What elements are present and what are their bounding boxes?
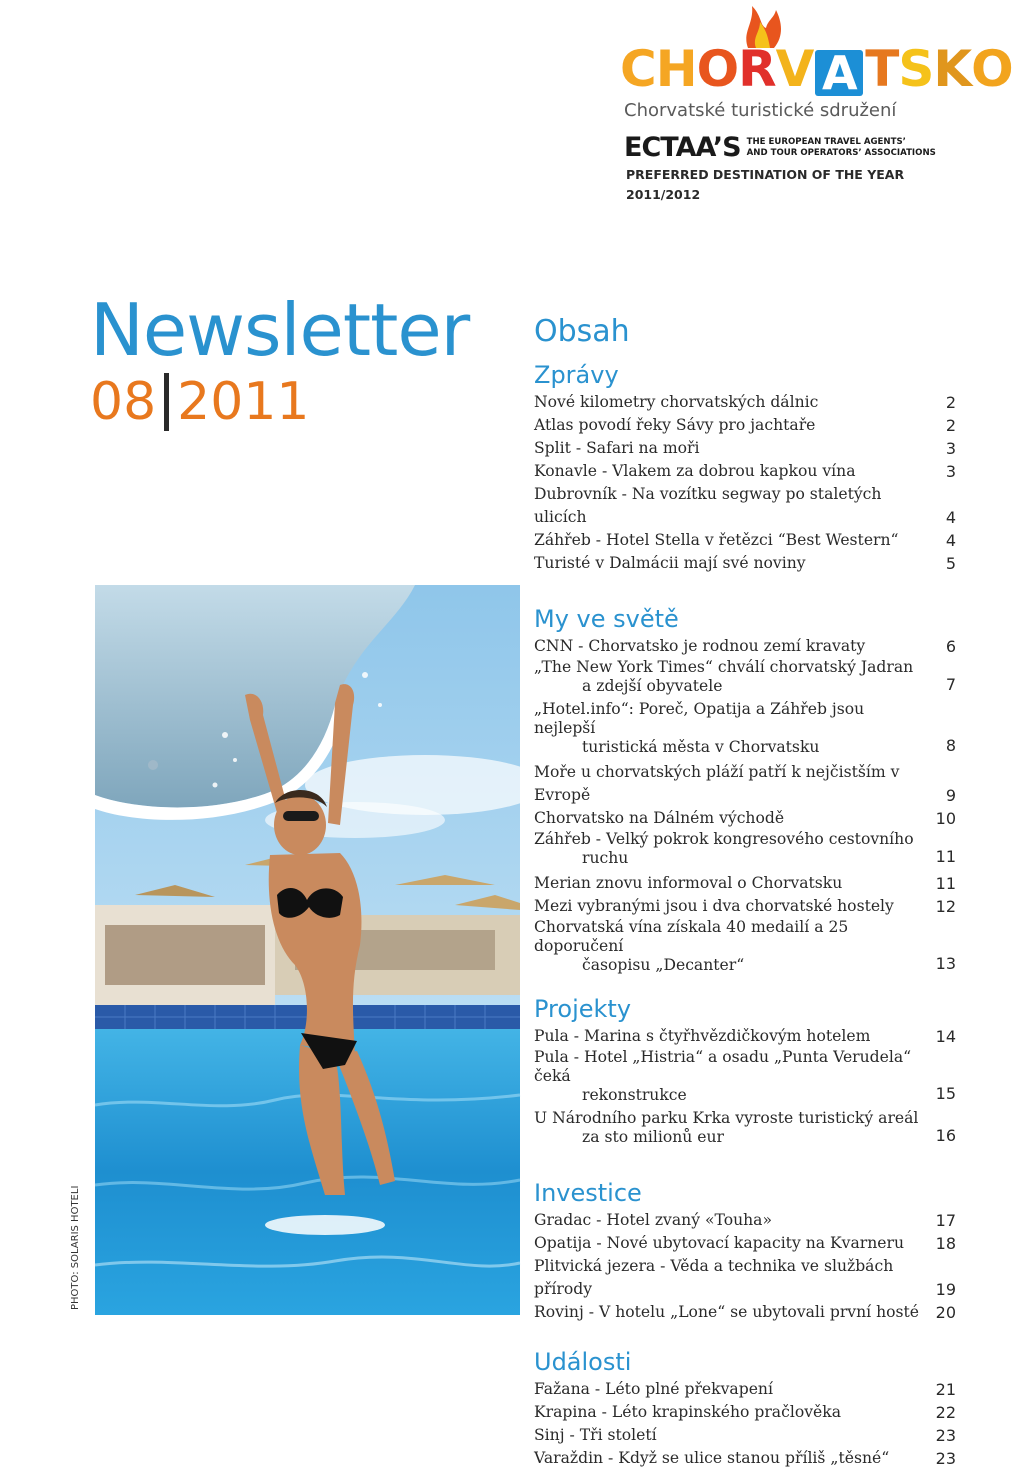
toc-item-title-cont: za sto milionů eur [582, 1128, 724, 1146]
toc-item[interactable] [534, 807, 960, 830]
toc-item-title: CNN - Chorvatsko je rodnou zemí kravaty [534, 637, 866, 655]
toc-item[interactable] [534, 1209, 960, 1232]
logo-letter: A [821, 46, 857, 100]
toc-item[interactable] [534, 700, 960, 757]
toc-item-title: Konavle - Vlakem za dobrou kapkou vína [534, 462, 856, 480]
section-title: Investice [534, 1179, 642, 1207]
toc-item-title: „Hotel.info“: Poreč, Opatija a Záhřeb jsou nejlepší [534, 700, 865, 737]
toc-item-page: 5 [945, 554, 956, 573]
toc-item-title-cont: a zdejší obyvatele [582, 677, 723, 695]
toc-item-title: Záhřeb - Hotel Stella v řetězci “Best Western“ [534, 531, 899, 549]
toc-item-title-cont: časopisu „Decanter“ [582, 956, 745, 974]
toc-item-title: Krapina - Léto krapinského pračlověka [534, 1403, 841, 1421]
toc-item[interactable] [534, 1109, 960, 1147]
toc-item-page: 11 [935, 874, 956, 893]
chorvatsko-logo [620, 0, 1013, 210]
toc-item-title: Moře u chorvatských pláží patří k nejčistším v Evropě [534, 763, 900, 804]
toc-item-page: 22 [935, 1403, 956, 1422]
toc-item-title: Sinj - Tři století [534, 1426, 657, 1444]
toc-heading: Obsah [534, 314, 630, 349]
section-title: Projekty [534, 995, 632, 1023]
toc-item-page: 19 [935, 1280, 956, 1299]
toc-item[interactable] [534, 1048, 960, 1105]
toc-item[interactable] [534, 635, 960, 658]
toc-item-title: Turisté v Dalmácii mají své noviny [534, 554, 806, 572]
toc-item-page: 4 [945, 531, 956, 550]
toc-item[interactable] [534, 895, 960, 918]
toc-item[interactable] [534, 1301, 960, 1324]
toc-item-title-cont: turistická města v Chorvatsku [582, 738, 820, 756]
toc-item[interactable] [534, 830, 960, 868]
logo-letter: S [898, 40, 934, 98]
toc-item-page: 20 [935, 1303, 956, 1322]
toc-item-title: Pula - Hotel „Histria“ a osadu „Punta Verudela“ čeká [534, 1048, 912, 1085]
toc-item[interactable] [534, 658, 960, 696]
logo-letter: H [655, 40, 697, 98]
toc-item-title: Dubrovník - Na vozítku segway po staletých ulicích [534, 485, 882, 526]
toc-item-page: 10 [935, 809, 956, 828]
award-year: 2011/2012 [626, 187, 701, 202]
issue-divider [164, 373, 169, 431]
toc-item-page: 3 [945, 439, 956, 458]
toc-item-page: 12 [935, 897, 956, 916]
toc-item-page: 21 [935, 1380, 956, 1399]
toc-item[interactable] [534, 872, 960, 895]
toc-item-title: „The New York Times“ chválí chorvatský Jadran [534, 658, 914, 676]
toc-item-title: Split - Safari na moři [534, 439, 700, 457]
logo-letter: T [865, 40, 899, 98]
preferred-destination: PREFERRED DESTINATION OF THE YEAR [626, 167, 905, 182]
logo-subtitle: Chorvatské turistické sdružení [624, 100, 897, 121]
toc-item-page: 2 [945, 416, 956, 435]
newsletter-issue [90, 372, 310, 432]
toc-item[interactable] [534, 918, 960, 975]
toc-item[interactable] [534, 414, 960, 437]
toc-item[interactable] [534, 437, 960, 460]
toc-item[interactable] [534, 1401, 960, 1424]
toc-item[interactable] [534, 1232, 960, 1255]
toc-item-page: 16 [935, 1126, 956, 1145]
logo-letter: K [933, 40, 972, 98]
toc-item-page: 23 [935, 1426, 956, 1445]
toc-item-page: 2 [945, 393, 956, 412]
toc-item[interactable] [534, 1025, 960, 1048]
toc-item-page: 14 [935, 1027, 956, 1046]
issue-year: 2011 [177, 372, 310, 432]
ectaa-badge [624, 132, 936, 163]
table-of-contents [534, 314, 960, 1484]
toc-item-page: 8 [945, 736, 956, 755]
toc-item-title: Chorvatská vína získala 40 medailí a 25 doporučení [534, 918, 849, 955]
toc-item[interactable] [534, 552, 960, 575]
ectaa-name: ECTAA’S [624, 132, 741, 163]
toc-item-page: 17 [935, 1211, 956, 1230]
toc-item-title: Gradac - Hotel zvaný «Touha» [534, 1211, 773, 1229]
toc-section-projekty [534, 995, 960, 1147]
section-title: Události [534, 1348, 632, 1376]
toc-item[interactable] [534, 1424, 960, 1447]
pool-woman-illustration [95, 585, 520, 1315]
logo-letter: O [971, 40, 1013, 98]
toc-item-title-cont: rekonstrukce [582, 1086, 687, 1104]
toc-item-title: Fažana - Léto plné překvapení [534, 1380, 773, 1398]
toc-item-page: 9 [945, 786, 956, 805]
toc-section-investice [534, 1179, 960, 1324]
toc-item-title: Mezi vybranými jsou i dva chorvatské hostely [534, 897, 894, 915]
toc-item-page: 23 [935, 1449, 956, 1468]
toc-item[interactable] [534, 761, 960, 807]
toc-item-page: 15 [935, 1084, 956, 1103]
toc-item[interactable] [534, 391, 960, 414]
logo-letter: O [696, 40, 739, 98]
toc-section-zpravy [534, 361, 960, 575]
logo-letter: V [775, 40, 814, 98]
toc-item-page: 3 [945, 462, 956, 481]
toc-section-udalosti [534, 1348, 960, 1470]
newsletter-title: Newsletter [90, 288, 470, 372]
section-title: Zprávy [534, 361, 619, 389]
toc-section-my-ve-svete [534, 605, 960, 975]
logo-letter: R [738, 40, 776, 98]
toc-item-title: Rovinj - V hotelu „Lone“ se ubytovali první hosté [534, 1303, 920, 1321]
ectaa-fullname [747, 137, 936, 159]
toc-item[interactable] [534, 460, 960, 483]
toc-item-title: Záhřeb - Velký pokrok kongresového cestovního [534, 830, 914, 848]
toc-item-page: 11 [935, 847, 956, 866]
logo-letter: C [620, 40, 656, 98]
toc-item-title: Pula - Marina s čtyřhvězdičkovým hotelem [534, 1027, 871, 1045]
cover-photo [95, 585, 520, 1315]
toc-item-title: U Národního parku Krka vyroste turistický areál [534, 1109, 919, 1127]
toc-item-page: 13 [935, 954, 956, 973]
toc-item[interactable] [534, 1255, 960, 1301]
toc-item-title: Plitvická jezera - Věda a technika ve službách přírody [534, 1257, 894, 1298]
photo-credit: PHOTO: SOLARIS HOTELI [70, 1185, 81, 1310]
toc-item-title: Chorvatsko na Dálném východě [534, 809, 785, 827]
toc-item-title: Opatija - Nové ubytovací kapacity na Kvarneru [534, 1234, 904, 1252]
toc-item-title-cont: ruchu [582, 849, 629, 867]
section-title: My ve světě [534, 605, 679, 633]
toc-item-title: Varaždin - Když se ulice stanou příliš „těsné“ [534, 1449, 890, 1467]
toc-item[interactable] [534, 1447, 960, 1470]
toc-item-page: 18 [935, 1234, 956, 1253]
ectaa-line-2: AND TOUR OPERATORS’ ASSOCIATIONS [746, 147, 936, 158]
toc-item[interactable] [534, 1378, 960, 1401]
issue-month: 08 [90, 372, 157, 432]
logo-wordmark [620, 42, 1013, 98]
toc-item-page: 7 [945, 675, 956, 694]
logo-a-box [815, 42, 863, 98]
toc-item-page: 6 [945, 637, 956, 656]
ectaa-line-1: THE EUROPEAN TRAVEL AGENTS’ [746, 136, 906, 147]
toc-item[interactable] [534, 483, 960, 529]
toc-item-title: Atlas povodí řeky Sávy pro jachtaře [534, 416, 816, 434]
toc-item-page: 4 [945, 508, 956, 527]
toc-item-title: Nové kilometry chorvatských dálnic [534, 393, 819, 411]
toc-item-title: Merian znovu informoval o Chorvatsku [534, 874, 843, 892]
toc-item[interactable] [534, 529, 960, 552]
